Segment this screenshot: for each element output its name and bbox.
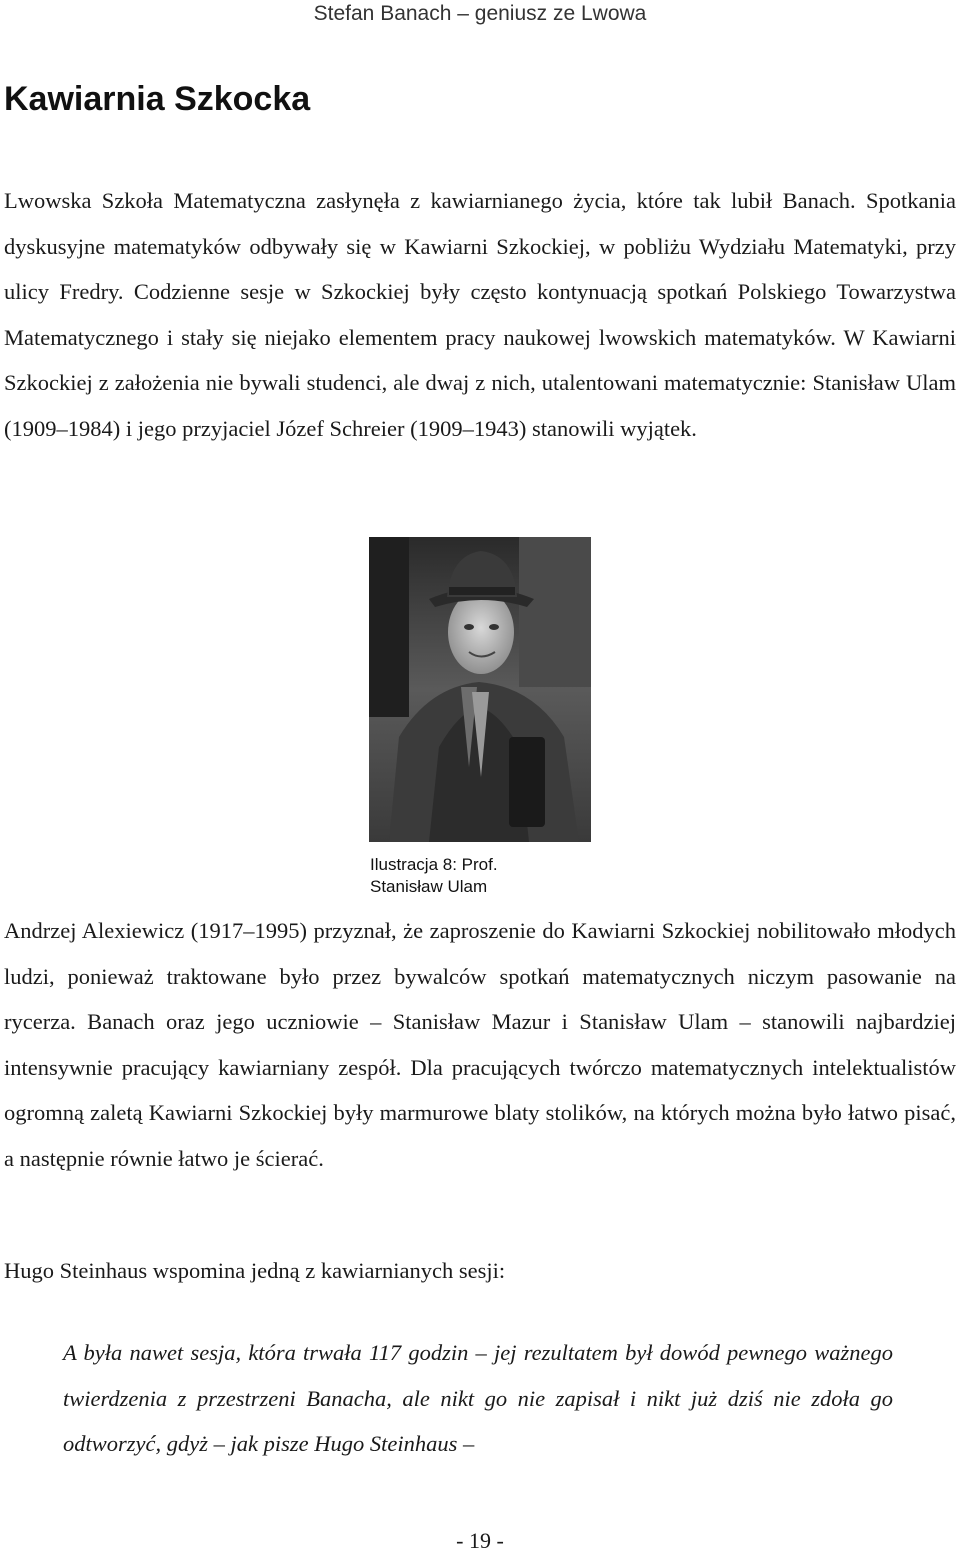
figure-caption bbox=[370, 854, 590, 898]
portrait-photo bbox=[369, 537, 591, 842]
paragraph-alexiewicz: Andrzej Alexiewicz (1917–1995) przyznał, że zaproszenie do Kawiarni Szkockiej nobilitowało młodych ludzi, ponieważ traktowane było przez bywalców spotkań matematycznych niczym pasowanie na rycerza. Banach oraz jego uczniowie – Stanisław Mazur i Stanisław Ulam – stanowili najbardziej intensywnie pracujący kawiarniany zespół. Dla pracujących twórczo matematycznych intelektualistów ogromną zaletą Kawiarni Szkockiej były marmurowe blaty stolików, na których można było łatwo pisać, a następnie równie łatwo je ścierać. bbox=[4, 918, 956, 1171]
section-title: Kawiarnia Szkocka bbox=[4, 80, 311, 118]
running-header: Stefan Banach – geniusz ze Lwowa bbox=[313, 2, 647, 25]
paragraph-intro: Lwowska Szkoła Matematyczna zasłynęła z kawiarnianego życia, które tak lubił Banach. Spotkania dyskusyjne matematyków odbywały się w Kawiarni Szkockiej, w pobliżu Wydziału Matematyki, przy ulicy Fredry. Codzienne sesje w Szkockiej były często kontynuacją spotkań Polskiego Towarzystwa Matematycznego i stały się niejako elementem pracy naukowej lwowskich matematyków. W Kawiarni Szkockiej z założenia nie bywali studenci, ale dwaj z nich, utalentowani matematycznie: Stanisław Ulam (1909–1984) i jego przyjaciel Józef Schreier (1909–1943) stanowili wyjątek. bbox=[4, 188, 956, 441]
block-quote: A była nawet sesja, która trwała 117 godzin – jej rezultatem był dowód pewnego ważnego twierdzenia z przestrzeni Banacha, ale nikt go nie zapisał i nikt już dziś nie zdoła go odtworzyć, gdyż – jak pisze Hugo Steinhaus – bbox=[63, 1340, 893, 1456]
figure-caption-line-2: Stanisław Ulam bbox=[370, 877, 488, 896]
portrait-figure bbox=[369, 537, 591, 842]
figure-caption-line-1: Ilustracja 8: Prof. bbox=[370, 855, 498, 874]
paragraph-steinhaus-intro: Hugo Steinhaus wspomina jedną z kawiarnianych sesji: bbox=[4, 1258, 506, 1283]
page-number: - 19 - bbox=[456, 1528, 504, 1553]
